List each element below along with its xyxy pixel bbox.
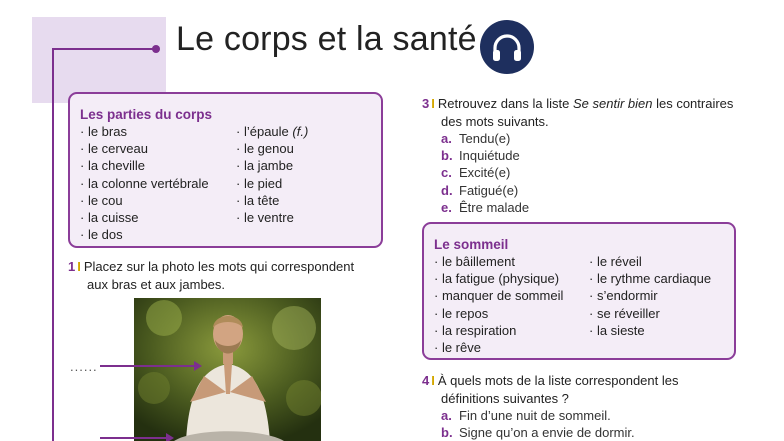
yoga-man-illustration: [134, 298, 321, 441]
list-item: · la respiration: [434, 322, 589, 339]
list-item: · la colonne vertébrale: [80, 175, 236, 192]
item-text: Excité(e): [459, 165, 511, 181]
exercise-3-items: [441, 130, 752, 216]
exercise-separator: I: [431, 96, 435, 111]
list-item: [441, 424, 752, 441]
list-item: [441, 164, 752, 181]
item-letter: d.: [441, 182, 453, 198]
gender-note: (f.): [292, 124, 309, 139]
item-letter: b.: [441, 425, 453, 441]
sleep-columns: [434, 253, 724, 356]
exercise-1-line-2: aux bras et aux jambes.: [87, 276, 226, 292]
exercise-separator: I: [431, 373, 435, 388]
list-item: [236, 123, 308, 140]
list-item: [441, 407, 752, 424]
list-item: · le bras: [80, 123, 236, 140]
list-item: [441, 199, 752, 216]
exercise-instruction: Retrouvez dans la liste: [437, 96, 573, 111]
item-text: Être malade: [459, 199, 530, 215]
item-letter: c.: [441, 165, 452, 181]
word: l’épaule: [243, 124, 293, 139]
list-item: · le repos: [434, 305, 589, 322]
list-item: · la jambe: [236, 157, 308, 174]
body-parts-column-2: [236, 123, 308, 243]
list-item: · le cou: [80, 192, 236, 209]
exercise-3-line-2: des mots suivants.: [441, 113, 549, 129]
pointer-arrowhead: [166, 433, 174, 441]
decorative-margin-line: [52, 48, 54, 441]
list-item: [441, 147, 752, 164]
headphones-icon: [490, 31, 524, 63]
exercise-1: [68, 258, 388, 293]
list-item: · le rêve: [434, 339, 589, 356]
list-item: · le pied: [236, 175, 308, 192]
item-text: Inquiétude: [459, 148, 520, 164]
exercise-separator: I: [77, 259, 81, 274]
pointer-arrow: [100, 437, 166, 439]
exercise-4-items: [441, 407, 752, 441]
item-letter: a.: [441, 408, 452, 423]
list-item: · le réveil: [589, 253, 711, 270]
list-item: · la cheville: [80, 157, 236, 174]
list-item: · la cuisse: [80, 209, 236, 226]
list-item: · la fatigue (physique): [434, 270, 589, 287]
pointer-arrow: [100, 365, 194, 367]
sleep-column-2: [589, 253, 711, 356]
list-item: · le dos: [80, 226, 236, 243]
answer-blank[interactable]: ......: [70, 359, 98, 374]
item-letter: a.: [441, 131, 452, 146]
body-parts-columns: [80, 123, 371, 243]
body-parts-box: [68, 92, 383, 248]
item-text: Signe qu’on a envie de dormir.: [459, 425, 635, 441]
list-item: · se réveiller: [589, 305, 711, 322]
page-title: Le corps et la santé: [176, 20, 477, 58]
item-text: Tendu(e): [459, 131, 511, 146]
decorative-dot: [152, 45, 160, 53]
body-parts-column-1: [80, 123, 236, 243]
body-parts-title: Les parties du corps: [80, 107, 213, 122]
list-item: · la tête: [236, 192, 308, 209]
list-item: · le genou: [236, 140, 308, 157]
list-item: · le bâillement: [434, 253, 589, 270]
list-item: · le cerveau: [80, 140, 236, 157]
list-item: [441, 130, 752, 147]
list-item: · s’endormir: [589, 287, 711, 304]
sleep-title: Le sommeil: [434, 237, 509, 252]
sleep-column-1: [434, 253, 589, 356]
exercise-4-line-2: définitions suivantes ?: [441, 390, 569, 406]
sleep-box: [422, 222, 736, 360]
exercise-number: 3: [422, 96, 430, 111]
exercise-3-line-1: [422, 95, 752, 113]
list-item: · manquer de sommeil: [434, 287, 589, 304]
exercise-4-line-1: [422, 372, 752, 390]
pointer-arrowhead: [194, 361, 202, 371]
list-item: [441, 182, 752, 199]
exercise-number: 4: [422, 373, 430, 388]
exercise-instruction-end: les contraires: [652, 96, 734, 111]
decorative-line: [52, 48, 156, 50]
exercise-1-line-1: [68, 258, 388, 276]
item-text: Fin d’une nuit de sommeil.: [459, 408, 611, 423]
list-item: · le ventre: [236, 209, 308, 226]
list-item: · le rythme cardiaque: [589, 270, 711, 287]
exercise-instruction: Placez sur la photo les mots qui correspondent: [83, 259, 355, 274]
exercise-instruction: À quels mots de la liste correspondent les: [437, 373, 679, 388]
exercise-number: 1: [68, 259, 76, 274]
item-letter: b.: [441, 148, 453, 164]
list-reference: Se sentir bien: [572, 96, 653, 111]
audio-button[interactable]: [480, 20, 534, 74]
yoga-photo: [134, 298, 321, 441]
exercise-3: [422, 95, 752, 216]
item-text: Fatigué(e): [459, 182, 519, 198]
item-letter: e.: [441, 199, 452, 215]
list-item: · la sieste: [589, 322, 711, 339]
exercise-4: [422, 372, 752, 441]
